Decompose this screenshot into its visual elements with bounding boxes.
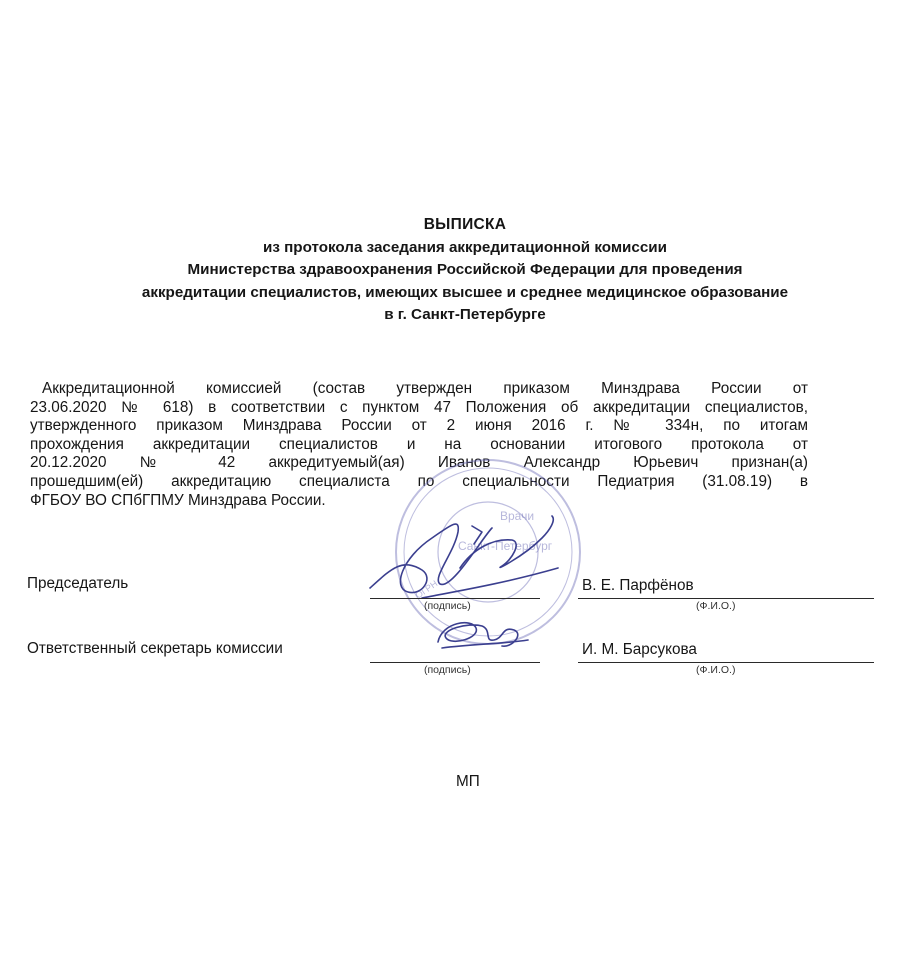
chairman-signature-icon (362, 498, 562, 608)
body-line: прошедшим(ей) аккредитацию специалиста по специальности Педиатрия (31.08.19) в (30, 472, 808, 490)
secretary-name-line (578, 662, 874, 663)
svg-text:Врачи: Врачи (500, 509, 535, 523)
subtitle-line: аккредитации специалистов, имеющих высшее и среднее медицинское образование (141, 283, 789, 301)
body-line: 23.06.2020 № 618) в соответствии с пунктом 47 Положения об аккредитации специалистов, (30, 398, 808, 416)
body-line: утвержденного приказом Минздрава России от 2 июня 2016 г. № 334н, по итогам (30, 417, 808, 435)
body-line: прохождения аккредитации специалистов и на основании итогового протокола от (30, 435, 808, 453)
name-caption: (Ф.И.О.) (696, 664, 736, 676)
document-title: ВЫПИСКА (423, 216, 507, 233)
name-caption: (Ф.И.О.) (696, 600, 736, 612)
svg-text:ОГРН: ОГРН (413, 578, 440, 601)
chairman-signature-line (370, 598, 540, 599)
subtitle-line: Министерства здравоохранения Российской Федерации для проведения (187, 261, 743, 278)
signature-caption: (подпись) (424, 600, 471, 612)
signature-caption: (подпись) (424, 664, 471, 676)
secretary-name: И. М. Барсукова (582, 641, 697, 658)
body-line: Аккредитационной комиссией (состав утвержден приказом Минздрава России от (42, 380, 808, 397)
secretary-signature-line (370, 662, 540, 663)
seal-place-label: МП (456, 773, 480, 790)
body-line: ФГБОУ ВО СПбГПМУ Минздрава России. (30, 491, 326, 509)
subtitle-line: в г. Санкт-Петербурге (384, 306, 546, 323)
chairman-name-line (578, 598, 874, 599)
document-heading (60, 214, 870, 327)
svg-text:Санкт-Петербург: Санкт-Петербург (458, 539, 553, 553)
secretary-role: Ответственный секретарь комиссии (27, 640, 283, 657)
chairman-name: В. Е. Парфёнов (582, 577, 694, 594)
secretary-signature-icon (432, 612, 532, 658)
chairman-role: Председатель (27, 575, 129, 592)
subtitle-line: из протокола заседания аккредитационной комиссии (263, 238, 667, 256)
body-line: 20.12.2020 № 42 аккредитуемый(ая) Иванов Александр Юрьевич признан(а) (30, 454, 808, 472)
